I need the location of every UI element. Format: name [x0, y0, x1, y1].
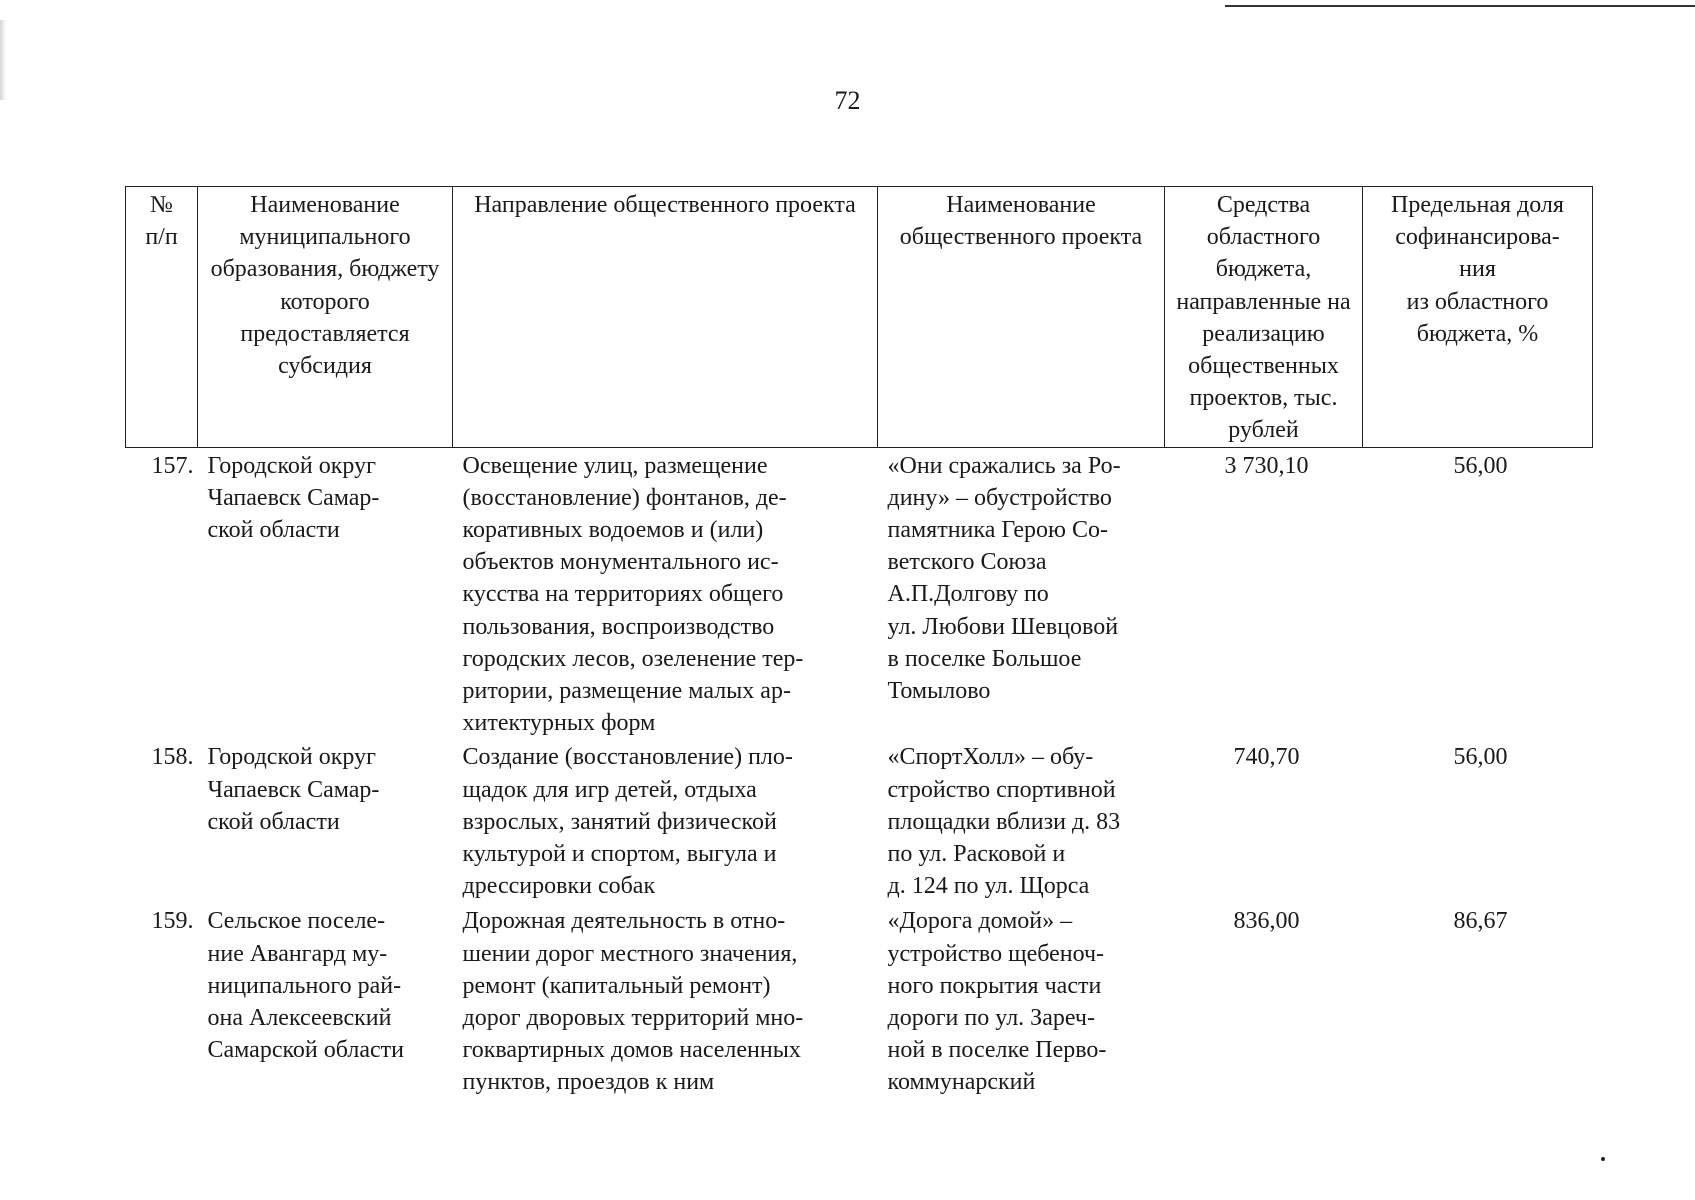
row-municipality: Городской округ Чапаевск Самар- ской области	[207, 744, 380, 835]
row-funds: 740,70	[1233, 744, 1300, 771]
scan-speck	[1601, 1157, 1605, 1161]
scan-edge-line	[1225, 5, 1695, 7]
page-number: 72	[834, 86, 861, 115]
table-header-row	[126, 187, 1593, 448]
row-direction: Создание (восстановление) пло- щадок для игр детей, отдыха взрослых, занятий физической культурой и спортом, выгула и дрессировки собак	[462, 744, 793, 900]
table-row	[126, 447, 1593, 739]
row-number: 158.	[151, 744, 194, 771]
row-municipality: Сельское поселе- ние Авангард му- ниципального рай- она Алексеевский Самарской области	[207, 908, 404, 1064]
row-funds: 836,00	[1233, 908, 1300, 935]
row-direction: Дорожная деятельность в отно- шении дорог местного значения, ремонт (капитальный ремонт) дорог дворовых территорий мно- гоквартирных домов населенных пунктов, проездов к ним	[462, 908, 804, 1096]
header-municipality: Наименование муниципального образования, бюджету которого предоставляется субсидия	[198, 187, 453, 448]
row-project: «Дорога домой» – устройство щебеноч- ного покрытия части дороги по ул. Зареч- ной в поселке Перво- коммунарский	[887, 908, 1107, 1096]
header-direction: Направление общественного проекта	[453, 187, 878, 448]
row-direction: Освещение улиц, размещение (восстановление) фонтанов, де- коративных водоемов и (или) объектов монументального ис- кусства на территориях общего пользования, воспроизводство городских лесов, озеленение тер- ритории, размещение малых ар- хитектурных форм	[462, 452, 804, 737]
row-project: «СпортХолл» – обу- стройство спортивной площадки вблизи д. 83 по ул. Расковой и д. 124 по ул. Щорса	[887, 744, 1121, 900]
header-funds: Средства областного бюджета, направленные на реализацию общественных проектов, тыс. рублей	[1165, 187, 1363, 448]
row-number: 157.	[151, 452, 194, 479]
header-project: Наименование общественного проекта	[878, 187, 1165, 448]
row-share: 86,67	[1453, 908, 1508, 935]
row-funds: 3 730,10	[1224, 452, 1309, 479]
header-share: Предельная доля софинансирова- ния из областного бюджета, %	[1363, 187, 1593, 448]
row-municipality: Городской округ Чапаевск Самар- ской области	[207, 452, 380, 544]
table-row	[126, 903, 1593, 1105]
row-number: 159.	[151, 908, 194, 935]
subsidy-table	[125, 186, 1593, 1105]
row-share: 56,00	[1453, 744, 1508, 771]
row-share: 56,00	[1453, 452, 1508, 479]
row-project: «Они сражались за Ро- дину» – обустройство памятника Герою Со- ветского Союза А.П.Долгову по ул. Любови Шевцовой в поселке Большое Томылово	[887, 452, 1121, 705]
table-row	[126, 739, 1593, 903]
header-number: № п/п	[126, 187, 198, 448]
